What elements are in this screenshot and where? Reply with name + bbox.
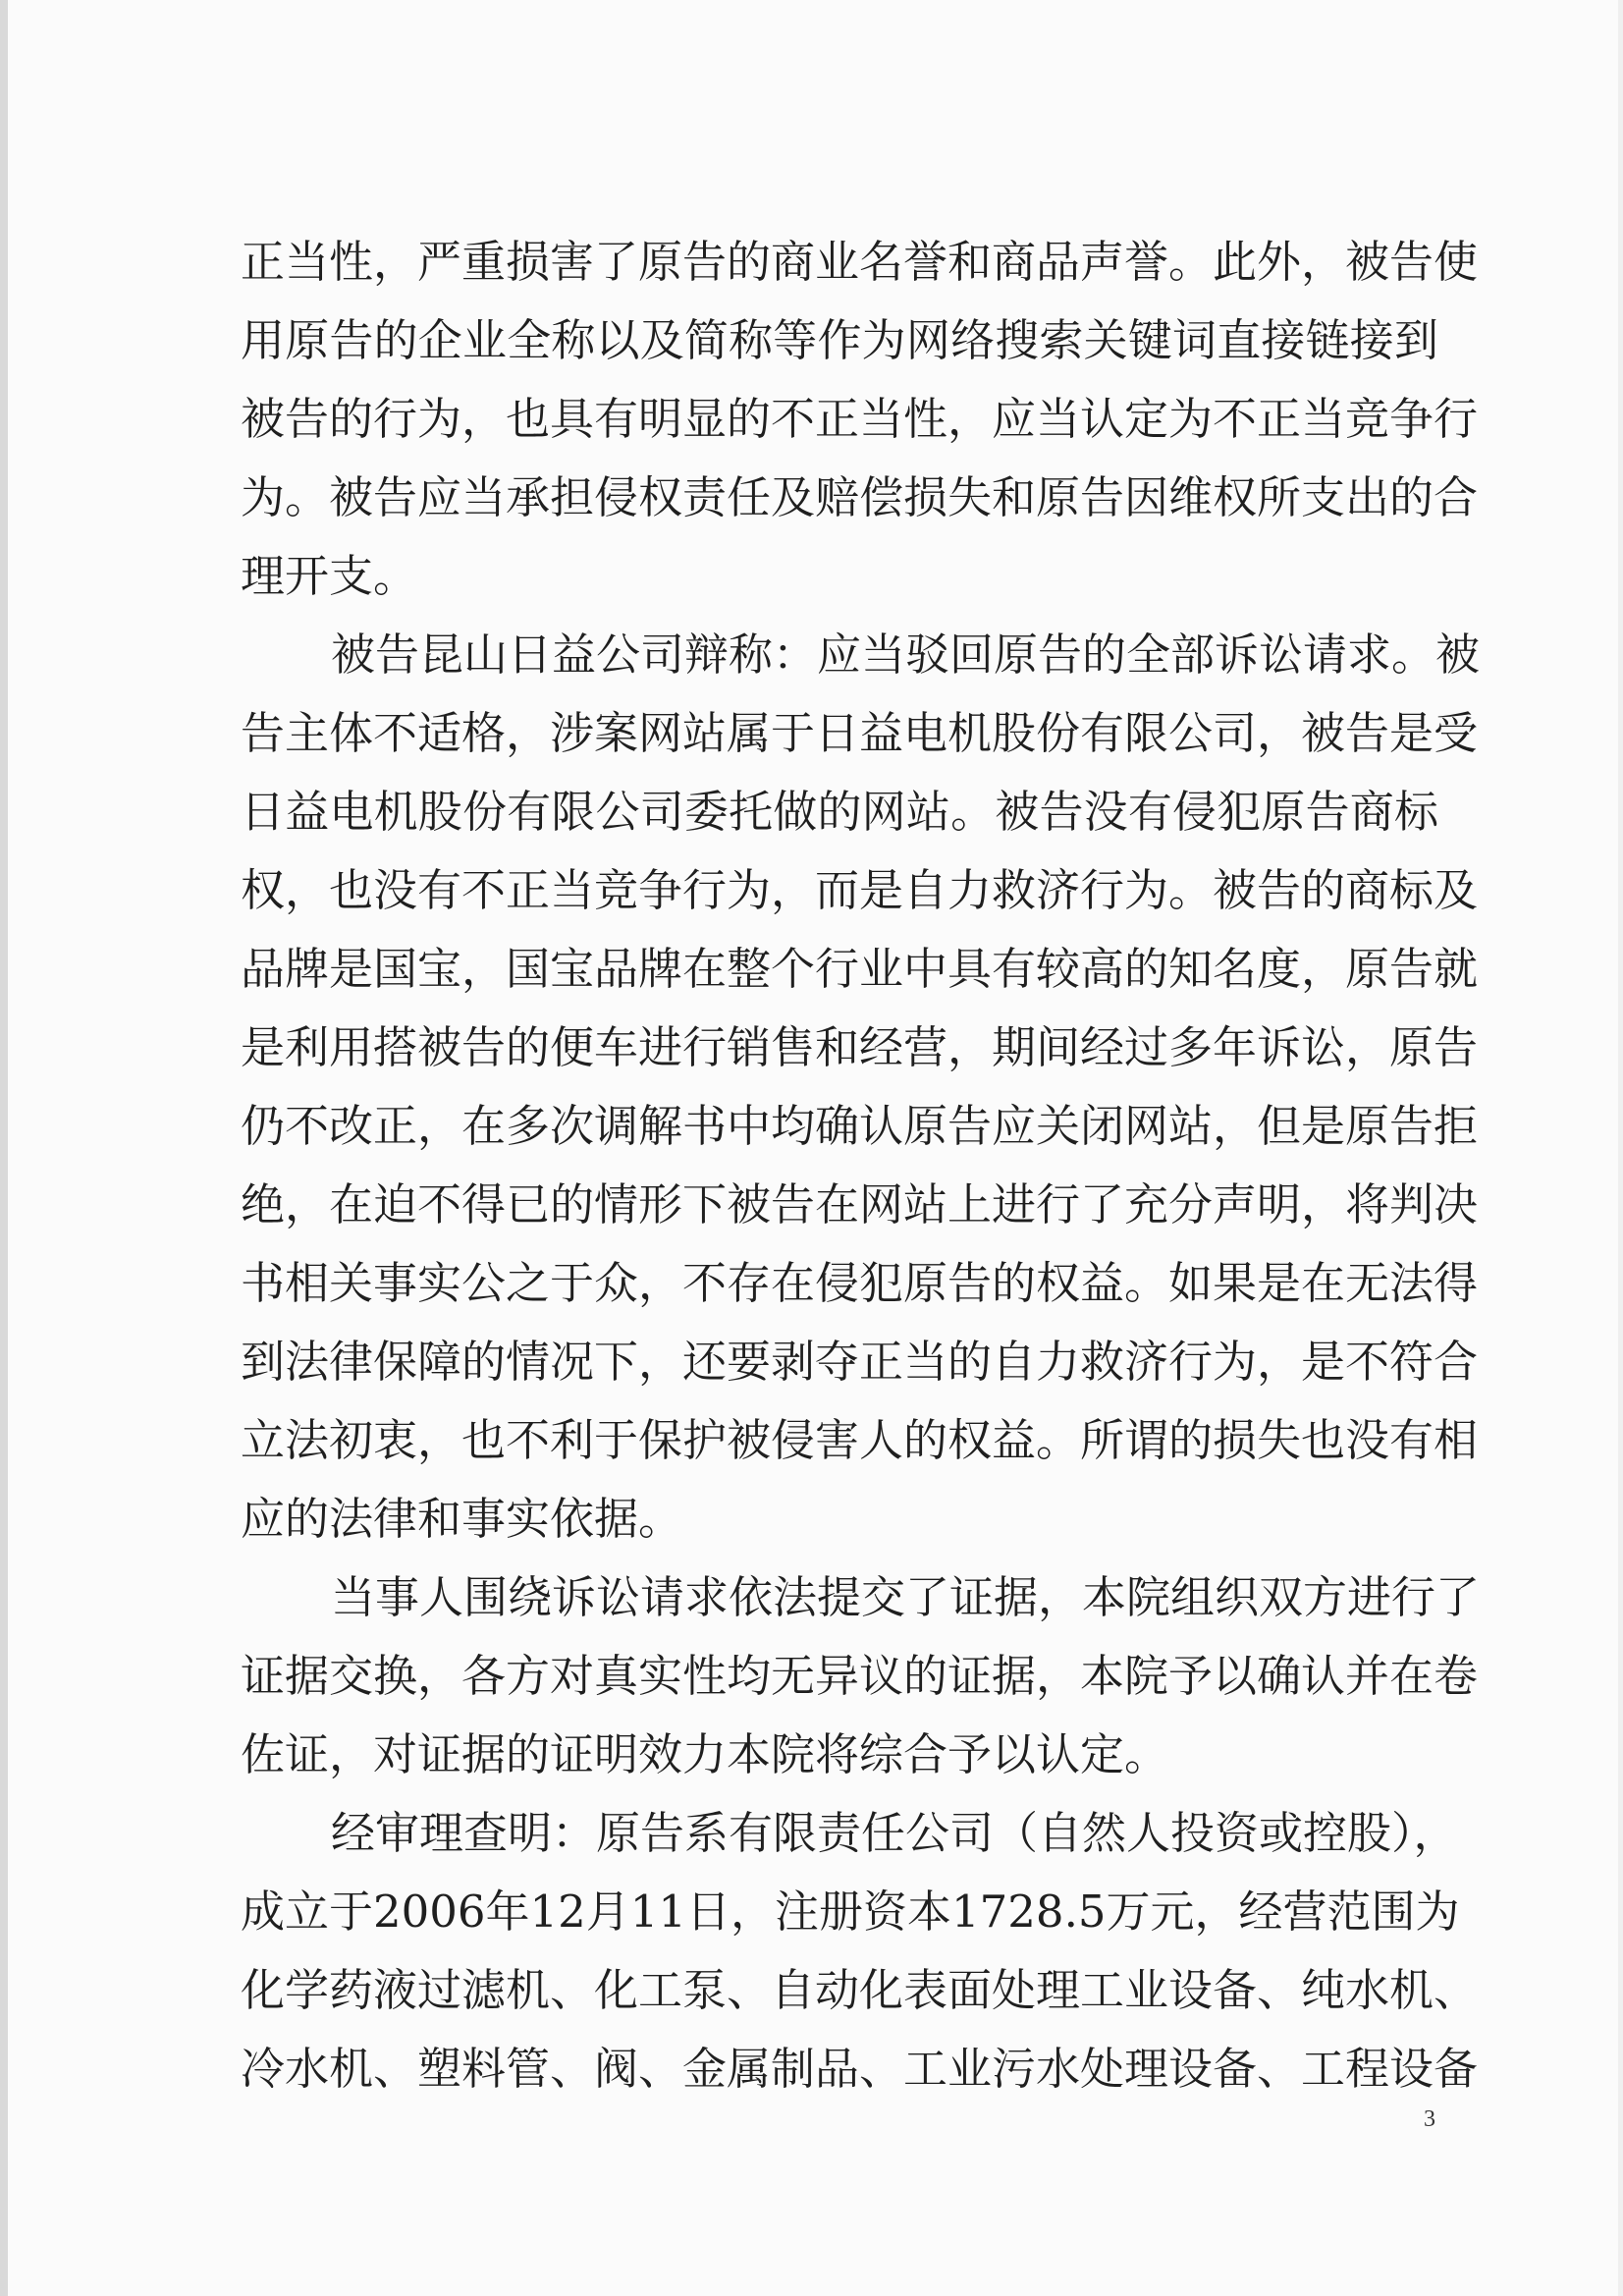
text-line: 书相关事实公之于众，不存在侵犯原告的权益。如果是在无法得 [241, 1257, 1479, 1309]
text-line: 正当性，严重损害了原告的商业名誉和商品声誉。此外，被告使 [241, 236, 1479, 288]
text-line: 仍不改正，在多次调解书中均确认原告应关闭网站，但是原告拒 [241, 1100, 1479, 1152]
text-line: 告主体不适格，涉案网站属于日益电机股份有限公司，被告是受 [241, 707, 1479, 759]
text-line: 被告的行为，也具有明显的不正当性，应当认定为不正当竞争行 [241, 393, 1479, 445]
page-number: 3 [1424, 2106, 1435, 2132]
text-line: 成立于2006年12月11日，注册资本1728.5万元，经营范围为 [241, 1886, 1460, 1938]
text-line: 品牌是国宝，国宝品牌在整个行业中具有较高的知名度，原告就 [241, 943, 1479, 995]
right-edge-mark [1618, 0, 1623, 2296]
text-line: 经审理查明：原告系有限责任公司（自然人投资或控股）， [331, 1807, 1458, 1859]
left-binding-mark [0, 0, 8, 2296]
text-line: 理开支。 [241, 550, 418, 602]
text-line: 化学药液过滤机、化工泵、自动化表面处理工业设备、纯水机、 [241, 1964, 1479, 2016]
text-line: 到法律保障的情况下，还要剥夺正当的自力救济行为，是不符合 [241, 1336, 1479, 1388]
text-line: 用原告的企业全称以及简称等作为网络搜索关键词直接链接到 [241, 314, 1438, 366]
text-line: 佐证，对证据的证明效力本院将综合予以认定。 [241, 1728, 1169, 1780]
text-line: 是利用搭被告的便车进行销售和经营，期间经过多年诉讼，原告 [241, 1021, 1479, 1073]
text-line: 绝，在迫不得已的情形下被告在网站上进行了充分声明，将判决 [241, 1178, 1479, 1230]
text-line: 日益电机股份有限公司委托做的网站。被告没有侵犯原告商标 [241, 786, 1438, 838]
text-line: 权，也没有不正当竞争行为，而是自力救济行为。被告的商标及 [241, 864, 1479, 916]
text-line: 应的法律和事实依据。 [241, 1493, 683, 1545]
text-line: 立法初衷，也不利于保护被侵害人的权益。所谓的损失也没有相 [241, 1414, 1479, 1466]
text-line: 为。被告应当承担侵权责任及赔偿损失和原告因维权所支出的合 [241, 471, 1479, 523]
document-body [241, 223, 1481, 2108]
text-line: 被告昆山日益公司辩称：应当驳回原告的全部诉讼请求。被 [331, 629, 1481, 681]
text-line: 冷水机、塑料管、阀、金属制品、工业污水处理设备、工程设备 [241, 2043, 1479, 2095]
text-line: 当事人围绕诉讼请求依法提交了证据，本院组织双方进行了 [331, 1571, 1481, 1623]
text-line: 证据交换，各方对真实性均无异议的证据，本院予以确认并在卷 [241, 1650, 1479, 1702]
